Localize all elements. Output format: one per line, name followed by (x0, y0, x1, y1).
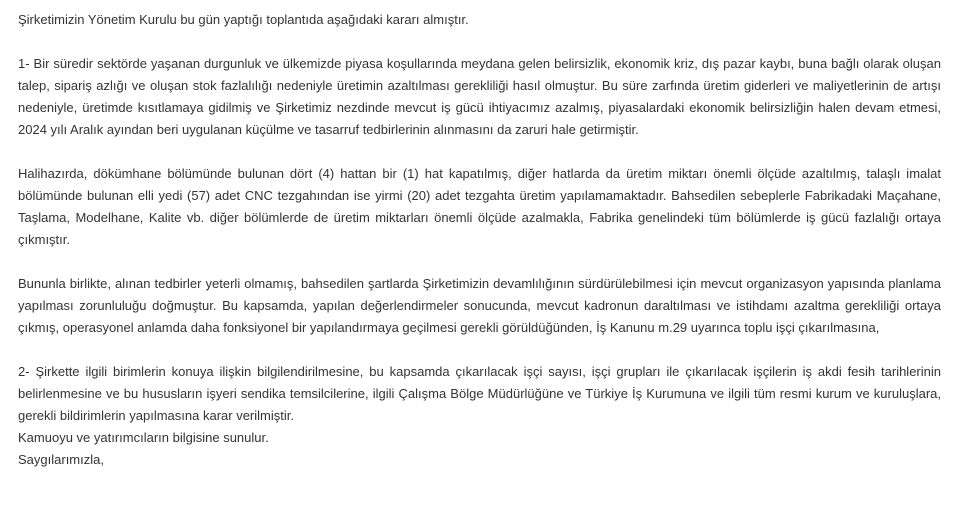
paragraph-decision-1: 1- Bir süredir sektörde yaşanan durgunluk ve ülkemizde piyasa koşullarında meydana gelen belirsizlik, ekonomik kriz, dış pazar kaybı, buna bağlı olarak oluşan talep, sipariş azlığı ve oluşan stok fazlalılığı nedeniyle üretimin azaltılması gerekliliği hasıl olmuştur. Bu süre zarfında üretim giderleri ve maliyetlerinin de artışı nedeniyle, üretimde kısıtlamaya gidilmiş ve Şirketimiz nezdinde mevcut iş gücü ihtiyacımız azalmış, piyasalardaki ekonomik belirsizliğin halen devam etmesi, 2024 yılı Aralık ayından beri uygulanan küçülme ve tasarruf tedbirlerinin alınmasını da zaruri hale getirmiştir. (18, 56, 941, 137)
spacer (18, 141, 941, 163)
announcement-body (18, 9, 941, 471)
signoff-line: Saygılarımızla, (18, 452, 104, 467)
paragraph-collective-dismissal: Bununla birlikte, alınan tedbirler yeterli olmamış, bahsedilen şartlarda Şirketimizin devamlılığının sürdürülebilmesi için mevcut organizasyon yapısında planlama yapılması zorunluluğu doğmuştur. Bu kapsamda, yapılan değerlendirmeler sonucunda, mevcut kadronun daraltılması ve istihdamı azaltma gerekliliği ortaya çıkmış, operasyonel anlamda daha fonksiyonel bir yapılandırmaya geçilmesi gerekli görüldüğünden, İş Kanunu m.29 uyarınca toplu işçi çıkarılmasına, (18, 276, 941, 335)
closing-line: Kamuoyu ve yatırımcıların bilgisine sunulur. (18, 430, 269, 445)
intro-line: Şirketimizin Yönetim Kurulu bu gün yaptığı toplantıda aşağıdaki kararı almıştır. (18, 12, 469, 27)
spacer (18, 31, 941, 53)
spacer (18, 339, 941, 361)
paragraph-current-status: Halihazırda, dökümhane bölümünde bulunan dört (4) hattan bir (1) hat kapatılmış, diğer hatlarda da üretim miktarı önemli ölçüde azaltılmış, talaşlı imalat bölümünde bulunan elli yedi (57) adet CNC tezgahından ise yirmi (20) adet tezgahta üretim yapılamamaktadır. Bahsedilen sebeplerle Fabrikadaki Maçahane, Taşlama, Modelhane, Kalite vb. diğer bölümlerde de üretim miktarları önemli ölçüde azalmakla, Fabrika genelindeki tüm bölümlerde iş gücü fazlalığı ortaya çıkmıştır. (18, 166, 941, 247)
spacer (18, 251, 941, 273)
paragraph-decision-2: 2- Şirkette ilgili birimlerin konuya ilişkin bilgilendirilmesine, bu kapsamda çıkarılacak işçi sayısı, işçi grupları ile çıkarılacak işçilerin iş akdi fesih tarihlerinin belirlenmesine ve bu hususların işyeri sendika temsilcilerine, ilgili Çalışma Bölge Müdürlüğüne ve Türkiye İş Kurumuna ve ilgili tüm resmi kurum ve kuruluşlara, gerekli bildirimlerin yapılmasına karar verilmiştir. (18, 364, 941, 423)
